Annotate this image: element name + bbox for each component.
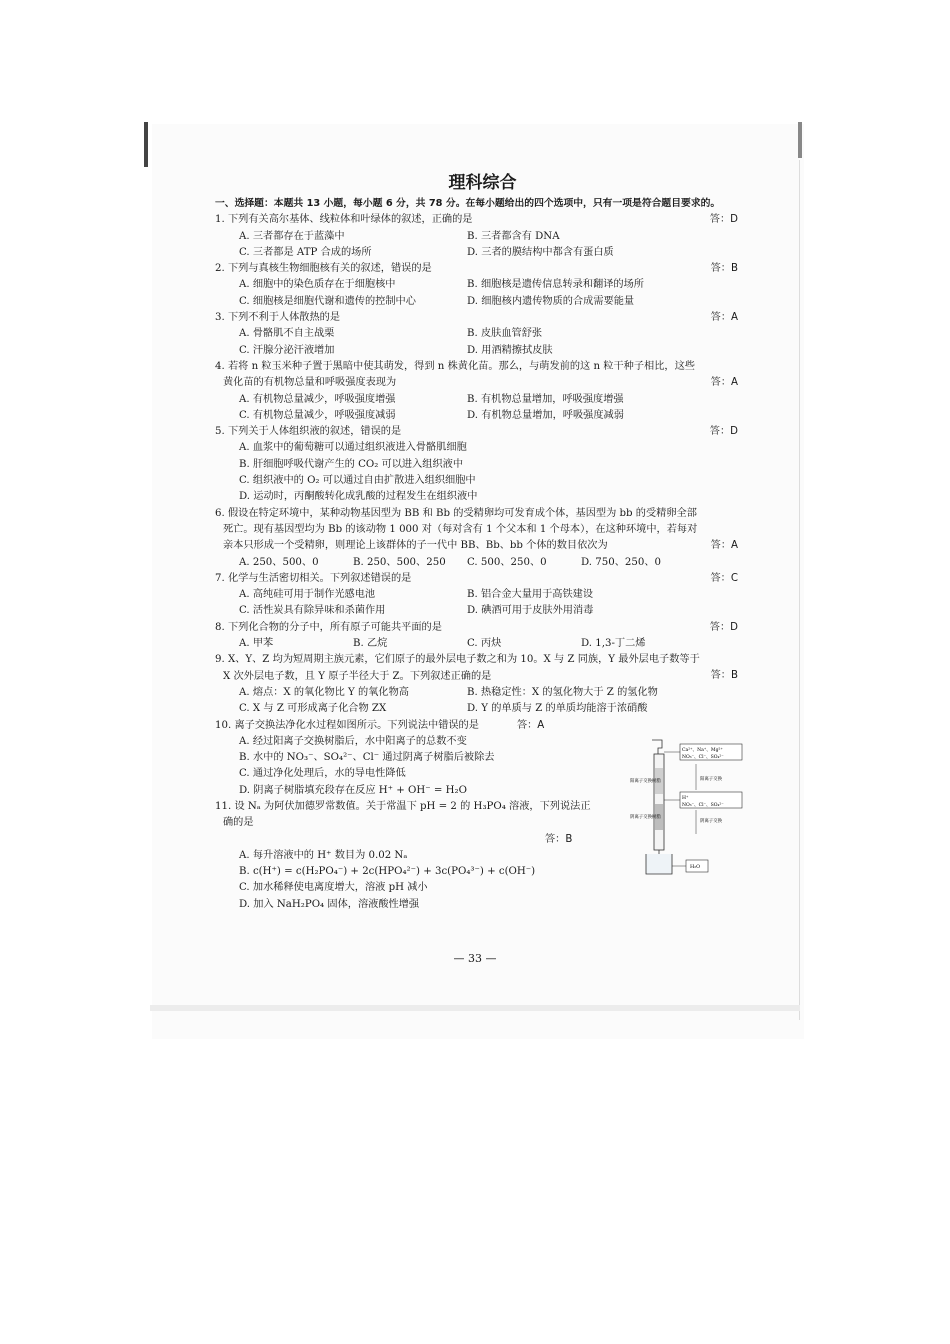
question-stem: 7. 化学与生活密切相关。下列叙述错误的是 (215, 572, 412, 584)
question-9 (215, 652, 750, 717)
mid-ion-label: H⁺ (682, 796, 689, 801)
cation-resin-label: 阳离子交换树脂 (630, 779, 661, 784)
option-c: C. 汗腺分泌汗液增加 (239, 344, 335, 356)
question-3 (215, 310, 750, 359)
question-7 (215, 571, 750, 620)
option-d: D. 三者的膜结构中都含有蛋白质 (467, 246, 614, 258)
question-8 (215, 620, 750, 653)
question-5 (215, 424, 750, 505)
top-ion-label: Ca²⁺、Na⁺、Mg²⁺ (682, 748, 723, 753)
ion-exchange-diagram (622, 738, 746, 878)
options (215, 636, 750, 652)
option-c: C. 活性炭具有除异味和杀菌作用 (239, 605, 386, 617)
option-b: B. 皮肤血管舒张 (467, 328, 543, 340)
option-c: C. 三者都是 ATP 合成的场所 (239, 246, 372, 258)
answer-11: 答：B (545, 833, 573, 845)
beaker (646, 854, 672, 874)
question-1 (215, 212, 750, 261)
scan-edge-line (799, 160, 800, 1020)
option-c: C. 组织液中的 O₂ 可以通过自由扩散进入组织细胞中 (239, 475, 476, 487)
anion-exchange-label: 阴离子交换 (700, 819, 722, 824)
answer-7: 答：C (710, 572, 738, 584)
scan-edge-left (144, 122, 148, 167)
question-stem: 5. 下列关于人体组织液的叙述，错误的是 (215, 426, 402, 438)
option-a: A. 甲苯 (239, 638, 274, 650)
option-a: A. 经过阳离子交换树脂后，水中阳离子的总数不变 (239, 735, 467, 747)
question-stem: 2. 下列与真核生物细胞核有关的叙述，错误的是 (215, 263, 432, 275)
option-a: A. 250、500、0 (239, 556, 319, 568)
option-a: A. 细胞中的染色质存在于细胞核中 (239, 279, 396, 291)
option-b: B. 三者都含有 DNA (467, 230, 560, 242)
option-d: D. 1,3-丁二烯 (581, 638, 646, 650)
option-c: C. 细胞核是细胞代谢和遗传的控制中心 (239, 295, 416, 307)
option-a: A. 骨骼肌不自主战栗 (239, 328, 335, 340)
option-b: B. 肝细胞呼吸代谢产生的 CO₂ 可以进入组织液中 (239, 458, 464, 470)
options (215, 440, 750, 505)
option-c: C. 加水稀释使电离度增大，溶液 pH 减小 (239, 882, 428, 894)
options (215, 555, 750, 571)
option-a: A. 每升溶液中的 H⁺ 数目为 0.02 Nₐ (239, 849, 408, 861)
page-title: 理科综合 (448, 173, 517, 193)
top-ion-label-2: NO₃⁻、Cl⁻、SO₄²⁻ (682, 755, 724, 760)
option-d: D. 运动时，丙酮酸转化成乳酸的过程发生在组织液中 (239, 491, 478, 503)
option-c: C. 通过净化处理后，水的导电性降低 (239, 768, 406, 780)
option-d: D. 细胞核内遗传物质的合成需要能量 (467, 295, 635, 307)
answer-9: 答：B (710, 670, 738, 682)
option-a: A. 血浆中的葡萄糖可以通过组织液进入骨骼肌细胞 (239, 442, 467, 454)
question-stem: 3. 下列不利于人体散热的是 (215, 312, 341, 324)
option-d: D. 阴离子树脂填充段存在反应 H⁺ + OH⁻ = H₂O (239, 784, 467, 796)
answer-3: 答：A (710, 312, 738, 324)
option-b: B. 有机物总量增加，呼吸强度增强 (467, 393, 624, 405)
option-c: C. 丙炔 (467, 638, 502, 650)
answer-5: 答：D (709, 426, 738, 438)
answer-6: 答：A (710, 539, 738, 551)
inlet-tube (652, 740, 662, 754)
option-b: B. 水中的 NO₃⁻、SO₄²⁻、Cl⁻ 通过阴离子树脂后被除去 (239, 752, 495, 764)
question-stem: 4. 若将 n 粒玉米种子置于黑暗中使其萌发，得到 n 株黄化苗。那么，与萌发前的这 n 粒干种子相比，这些黄化苗的有机物总量和呼吸强度表现为 (215, 360, 695, 389)
option-b: B. c(H⁺) = c(H₂PO₄⁻) + 2c(HPO₄²⁻) + 3c(PO₄³⁻) + c(OH⁻) (239, 866, 536, 878)
anion-resin-label: 阴离子交换树脂 (630, 815, 661, 820)
cation-exchange-label: 阳离子交换 (700, 777, 722, 782)
options (215, 685, 750, 718)
question-stem: 11. 设 Nₐ 为阿伏加德罗常数值。关于常温下 pH = 2 的 H₃PO₄ 溶液，下列说法正确的是 (215, 800, 591, 829)
answer-1: 答：D (709, 214, 738, 226)
question-2 (215, 261, 750, 310)
scan-edge-bottom (150, 1005, 800, 1011)
option-d: D. 加入 NaH₂PO₄ 固体，溶液酸性增强 (239, 898, 420, 910)
question-stem: 9. X、Y、Z 均为短周期主族元素，它们原子的最外层电子数之和为 10。X 与 Z 同族，Y 最外层电子数等于 X 次外层电子数，且 Y 原子半径大于 Z。下列叙述正确的是 (215, 654, 700, 682)
question-stem: 1. 下列有关高尔基体、线粒体和叶绿体的叙述，正确的是 (215, 214, 473, 226)
answer-4: 答：A (710, 376, 738, 388)
option-b: B. 细胞核是遗传信息转录和翻译的场所 (467, 279, 644, 291)
answer-8: 答：D (709, 621, 738, 633)
option-d: D. 750、250、0 (581, 556, 662, 568)
option-d: D. Y 的单质与 Z 的单质均能溶于浓硝酸 (467, 703, 648, 715)
answer-2: 答：B (710, 263, 738, 275)
option-b: B. 热稳定性：X 的氢化物大于 Z 的氢化物 (467, 686, 658, 698)
option-a: A. 三者都存在于蓝藻中 (239, 230, 345, 242)
section-intro: 一、选择题：本题共 13 小题，每小题 6 分，共 78 分。在每小题给出的四个选项中，只有一项是符合题目要求的。 (215, 198, 721, 209)
option-c: C. X 与 Z 可形成离子化合物 ZX (239, 703, 387, 715)
options (215, 392, 750, 425)
options (215, 326, 750, 359)
question-4 (215, 359, 750, 424)
option-b: B. 乙烷 (353, 638, 388, 650)
option-a: A. 熔点：X 的氧化物比 Y 的氧化物高 (239, 686, 409, 698)
option-d: D. 碘酒可用于皮肤外用消毒 (467, 605, 594, 617)
water-label: H₂O (690, 865, 701, 870)
page-number: — 33 — (453, 952, 497, 965)
option-a: A. 有机物总量减少，呼吸强度增强 (239, 393, 396, 405)
question-stem: 8. 下列化合物的分子中，所有原子可能共平面的是 (215, 621, 442, 633)
answer-10: 答：A (516, 719, 545, 731)
option-c: C. 有机物总量减少，呼吸强度减弱 (239, 409, 396, 421)
question-6 (215, 506, 750, 571)
question-stem (215, 718, 750, 734)
question-stem: 6. 假设在特定环境中，某种动物基因型为 BB 和 Bb 的受精卵均可发育成个体，基因型为 bb 的受精卵全部死亡。现有基因型均为 Bb 的该动物 1 000 对（每对含有 1 个父本和 1 个母本），在这种环境中，若每对亲本只形成一个受精卵，则理论上该群体的子一代中 BB、Bb、bb 个体的数目依次为 (215, 507, 698, 552)
question-stem-text: 10. 离子交换法净化水过程如图所示。下列说法中错误的是 (215, 719, 479, 731)
option-b: B. 250、500、250 (353, 556, 446, 568)
options (215, 229, 750, 262)
option-b: B. 铝合金大量用于高铁建设 (467, 589, 594, 601)
option-d: D. 用酒精擦拭皮肤 (467, 344, 553, 356)
option-a: A. 高纯硅可用于制作光感电池 (239, 589, 376, 601)
mid-ion-label-2: NO₃⁻、Cl⁻、SO₄²⁻ (682, 803, 724, 808)
option-d: D. 有机物总量增加，呼吸强度减弱 (467, 409, 624, 421)
option-c: C. 500、250、0 (467, 556, 547, 568)
options (215, 587, 750, 620)
scan-edge-right (798, 122, 802, 158)
options (215, 277, 750, 310)
